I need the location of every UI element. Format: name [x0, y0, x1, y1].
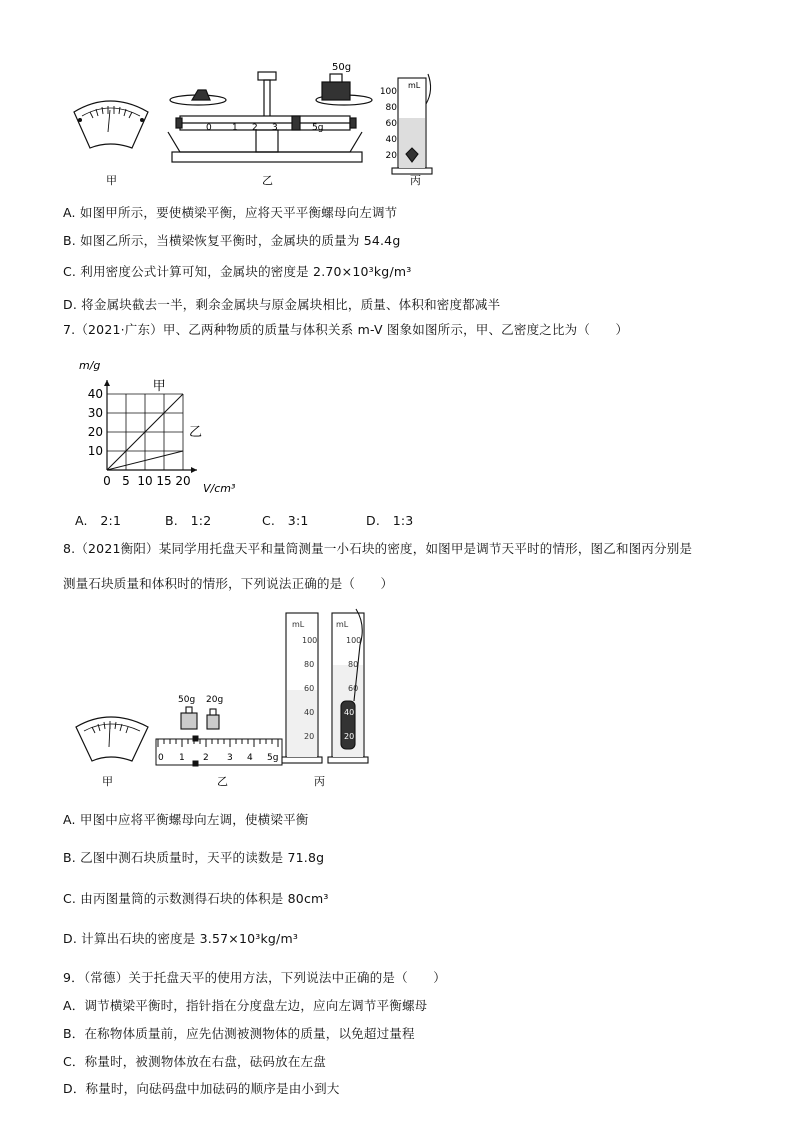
q6-label-yi: 乙: [262, 174, 273, 187]
q8-cylL-tick-20: 20: [304, 732, 315, 741]
q8-cylR-unit: mL: [336, 620, 349, 629]
q6-figure: [60, 60, 480, 190]
q8-label-jia: 甲: [102, 775, 113, 788]
q6-label-jia: 甲: [106, 174, 117, 187]
q7-series-label-jia: 甲: [152, 379, 166, 394]
q8-cylL-tick-80: 80: [304, 660, 315, 669]
q9-stem: 9．（常德）关于托盘天平的使用方法，下列说法中正确的是（ ）: [63, 970, 446, 985]
q8-cylR-tick-80: 80: [348, 660, 359, 669]
q8-cylR-tick-60: 60: [348, 684, 359, 693]
q6-tick-1: 1: [232, 123, 238, 133]
q6-tick-2: 2: [252, 123, 258, 133]
q7-y-axis-arrow: [104, 380, 110, 386]
q9-option-a: A．调节横梁平衡时，指针指在分度盘左边，应向左调节平衡螺母: [63, 998, 428, 1013]
q8-tick-0: 0: [158, 753, 164, 763]
q7-x-axis-arrow: [191, 467, 197, 473]
q6-option-c: C. 利用密度公式计算可知，金属块的密度是 2.70×10³kg/m³: [63, 264, 412, 279]
q7-option-d: D. 1:3: [366, 513, 414, 528]
q8-option-c: C. 由丙图量筒的示数测得石块的体积是 80cm³: [63, 891, 329, 906]
q7-x-tick-label: 20: [175, 474, 191, 488]
q7-y-tick-label: 40: [87, 387, 103, 401]
q8-tick-3: 3: [227, 753, 233, 763]
q7-series-label-yi: 乙: [189, 425, 203, 440]
q6-tick-3: 3: [272, 123, 278, 133]
q8-tick-4: 4: [247, 753, 253, 763]
q8-tick-2: 2: [203, 753, 209, 763]
q8-stem-line1: 8.（2021衡阳）某同学用托盘天平和量筒测量一小石块的密度，如图甲是调节天平时的情形，图乙和图丙分别是: [63, 541, 693, 556]
q6-cyl-tick-40: 40: [385, 135, 397, 145]
q7-chart: [75, 355, 255, 500]
q8-tick-5: 5g: [267, 753, 279, 763]
q8-option-b: B. 乙图中测石块质量时，天平的读数是 71.8g: [63, 850, 325, 865]
q9-option-b: B．在称物体质量前，应先估测被测物体的质量，以免超过量程: [63, 1026, 415, 1041]
q7-y-tick-label: 30: [87, 406, 103, 420]
q8-weights: [181, 707, 219, 729]
q8-cylL-tick-60: 60: [304, 684, 315, 693]
q7-x-tick-label: 10: [137, 474, 153, 488]
q8-dial: [76, 717, 148, 761]
q6-option-d: D. 将金属块截去一半，剩余金属块与原金属块相比，质量、体积和密度都减半: [63, 297, 501, 312]
q8-cylL-tick-100: 100: [302, 636, 318, 645]
q6-cyl-unit: mL: [408, 81, 421, 90]
q8-figure: [60, 605, 390, 790]
q7-option-c: C. 3:1: [262, 513, 309, 528]
q8-ruler: [156, 736, 282, 766]
q9-option-c: C．称量时，被测物体放在右盘，砝码放在左盘: [63, 1054, 326, 1069]
q8-cylR-tick-100: 100: [346, 636, 362, 645]
q6-weight-label: 50g: [332, 62, 352, 73]
q8-option-d: D. 计算出石块的密度是 3.57×10³kg/m³: [63, 931, 299, 946]
q7-y-tick-label: 10: [87, 444, 103, 458]
q7-y-axis-label: m/g: [79, 359, 101, 372]
q7-stem: 7.（2021·广东）甲、乙两种物质的质量与体积关系 m-V 图象如图所示，甲、乙密度之比为（ ）: [63, 322, 629, 337]
q8-tick-1: 1: [179, 753, 185, 763]
q8-option-a: A. 甲图中应将平衡螺母向左调，使横梁平衡: [63, 812, 309, 827]
q6-label-bing: 丙: [410, 174, 421, 187]
q9-option-d: D．称量时，向砝码盘中加砝码的顺序是由小到大: [63, 1081, 340, 1096]
q6-cyl-tick-80: 80: [385, 103, 397, 113]
q6-option-b: B. 如图乙所示，当横梁恢复平衡时，金属块的质量为 54.4g: [63, 233, 401, 248]
q6-cyl-tick-60: 60: [385, 119, 397, 129]
q6-dial: [74, 101, 148, 148]
q7-x-tick-label: 5: [122, 474, 130, 488]
q6-tick-5: 5g: [312, 123, 324, 133]
q7-option-b: B. 1:2: [165, 513, 212, 528]
q8-cylR-tick-20: 20: [344, 732, 355, 741]
q8-cylR-tick-40: 40: [344, 708, 355, 717]
q7-x-axis-label: V/cm³: [203, 482, 236, 495]
q7-option-a: A. 2:1: [75, 513, 122, 528]
q8-cylL-unit: mL: [292, 620, 305, 629]
q6-cyl-tick-20: 20: [385, 151, 397, 161]
q8-stem-line2: 测量石块质量和体积时的情形，下列说法正确的是（ ）: [63, 576, 394, 591]
q8-weight-20g: 20g: [206, 695, 224, 705]
q8-weight-50g: 50g: [178, 695, 196, 705]
q7-x-tick-label: 0: [103, 474, 111, 488]
q6-cyl-tick-100: 100: [379, 87, 397, 97]
q6-balance: [168, 72, 372, 162]
q7-x-tick-label: 15: [156, 474, 172, 488]
q7-y-tick-label: 20: [87, 425, 103, 439]
q8-cylL-tick-40: 40: [304, 708, 315, 717]
q6-option-a: A. 如图甲所示，要使横梁平衡，应将天平平衡螺母向左调节: [63, 205, 398, 220]
q8-label-bing: 丙: [314, 775, 325, 788]
q8-label-yi: 乙: [217, 775, 228, 788]
q6-tick-0: 0: [206, 123, 212, 133]
q6-cyl-ticks: [380, 87, 397, 161]
